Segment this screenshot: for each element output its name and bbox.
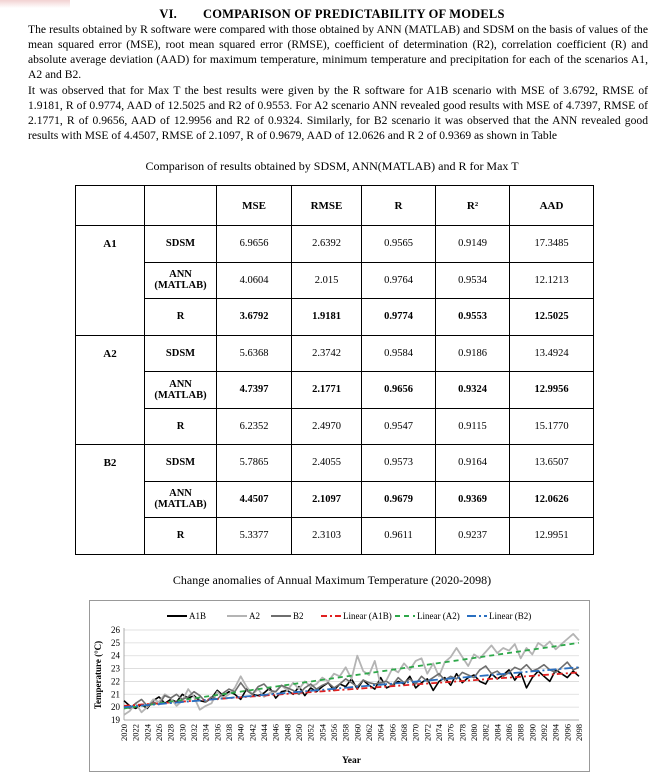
x-tick-label: 2046: [270, 724, 281, 741]
value-cell: 12.0626: [510, 481, 594, 518]
x-tick-label: 2088: [515, 724, 526, 741]
table-row: [76, 226, 594, 263]
model-cell: SDSM: [145, 226, 217, 263]
value-cell: 0.9534: [436, 262, 510, 299]
legend-label: Linear (A1B): [343, 611, 392, 621]
value-cell: 15.1770: [510, 408, 594, 445]
x-tick-label: 2034: [200, 724, 211, 741]
x-tick-label: 2020: [119, 724, 129, 741]
value-cell: 0.9186: [436, 335, 510, 372]
scenario-cell: A1: [76, 226, 145, 336]
value-cell: 3.6792: [217, 299, 292, 336]
table-body: [76, 226, 594, 555]
value-cell: 0.9679: [362, 481, 436, 518]
paragraph-intro: The results obtained by R software were compared with those obtained by ANN (MATLAB) and SDSM on the basis of values of the mean squared error (MSE), root mean squared error (RMSE), coefficient of determination (R2), correlation coefficient (R) and absolute average deviation (AAD) for maximum temperature, minimum temperature and precipitation for each of the scenarios A1, A2 and B2.: [28, 23, 648, 81]
x-tick-label: 2052: [305, 724, 316, 741]
table-caption: Comparison of results obtained by SDSM, ANN(MATLAB) and R for Max T: [145, 159, 519, 173]
model-cell: ANN (MATLAB): [145, 481, 217, 518]
table-row: [76, 372, 594, 409]
value-cell: 4.0604: [217, 262, 292, 299]
x-tick-label: 2032: [189, 724, 199, 741]
header-cell: MSE: [217, 186, 292, 226]
y-tick-label: 20: [111, 702, 120, 713]
x-tick-label: 2092: [539, 724, 549, 741]
x-tick-label: 2082: [480, 724, 491, 741]
value-cell: 5.7865: [217, 445, 292, 482]
value-cell: 0.9656: [362, 372, 436, 409]
trend-line-linear-a2-: [124, 643, 579, 709]
value-cell: 12.9951: [510, 518, 594, 555]
value-cell: 0.9149: [436, 226, 510, 263]
value-cell: 13.6507: [510, 445, 594, 482]
header-cell-blank: [76, 186, 145, 226]
value-cell: 2.3103: [292, 518, 362, 555]
value-cell: 0.9547: [362, 408, 436, 445]
x-tick-label: 2076: [445, 724, 456, 741]
value-cell: 12.1213: [510, 262, 594, 299]
header-cell: AAD: [510, 186, 594, 226]
x-tick-label: 2078: [457, 724, 468, 741]
x-tick-label: 2066: [387, 724, 398, 741]
x-tick-label: 2086: [504, 724, 514, 741]
value-cell: 5.3377: [217, 518, 292, 555]
section-heading: [0, 7, 664, 22]
x-tick-label: 2098: [574, 724, 584, 741]
value-cell: 0.9573: [362, 445, 436, 482]
value-cell: 4.4507: [217, 481, 292, 518]
value-cell: 12.5025: [510, 299, 594, 336]
legend-label: Linear (A2): [417, 611, 460, 621]
value-cell: 0.9164: [436, 445, 510, 482]
table-row: [76, 481, 594, 518]
table-row: [76, 299, 594, 336]
value-cell: 0.9584: [362, 335, 436, 372]
scenario-cell: A2: [76, 335, 145, 445]
header-cell-blank: [145, 186, 217, 226]
value-cell: 12.9956: [510, 372, 594, 409]
y-tick-label: 19: [111, 715, 120, 725]
value-cell: 0.9764: [362, 262, 436, 299]
x-tick-label: 2028: [165, 724, 176, 741]
value-cell: 0.9553: [436, 299, 510, 336]
temperature-anomaly-chart: [89, 600, 590, 772]
x-tick-label: 2040: [235, 724, 246, 741]
x-tick-label: 2080: [469, 724, 479, 741]
x-axis-title: Year: [342, 756, 361, 766]
value-cell: 2.1097: [292, 481, 362, 518]
value-cell: 0.9115: [436, 408, 510, 445]
x-tick-label: 2056: [329, 724, 339, 741]
x-tick-label: 2038: [224, 724, 234, 741]
value-cell: 13.4924: [510, 335, 594, 372]
value-cell: 1.9181: [292, 299, 362, 336]
x-tick-label: 2070: [410, 724, 421, 741]
y-tick-label: 21: [111, 689, 120, 700]
value-cell: 2.6392: [292, 226, 362, 263]
header-cell: RMSE: [292, 186, 362, 226]
table-row: [76, 518, 594, 555]
value-cell: 0.9369: [436, 481, 510, 518]
x-tick-label: 2072: [422, 724, 433, 741]
y-tick-label: 24: [111, 650, 120, 661]
value-cell: 0.9611: [362, 518, 436, 555]
table-header-row: [76, 186, 594, 226]
value-cell: 0.9324: [436, 372, 510, 409]
legend-label: Linear (B2): [489, 611, 532, 621]
table-row: [76, 262, 594, 299]
x-tick-label: 2064: [375, 724, 386, 741]
x-tick-label: 2044: [259, 724, 269, 741]
x-tick-label: 2090: [527, 724, 538, 741]
model-cell: ANN (MATLAB): [145, 372, 217, 409]
scenario-cell: B2: [76, 445, 145, 555]
value-cell: 6.9656: [217, 226, 292, 263]
x-tick-label: 2022: [130, 724, 141, 741]
value-cell: 2.3742: [292, 335, 362, 372]
section-number: VI.: [159, 7, 177, 21]
x-tick-label: 2058: [340, 724, 351, 741]
value-cell: 2.4970: [292, 408, 362, 445]
value-cell: 0.9774: [362, 299, 436, 336]
model-cell: R: [145, 408, 217, 445]
model-cell: R: [145, 518, 217, 555]
legend-label: A1B: [189, 611, 207, 621]
y-tick-label: 23: [111, 663, 120, 674]
section-title: COMPARISON OF PREDICTABILITY OF MODELS: [203, 7, 505, 21]
value-cell: 4.7397: [217, 372, 292, 409]
x-tick-label: 2030: [177, 724, 188, 741]
y-tick-label: 26: [111, 625, 120, 635]
x-tick-label: 2068: [399, 724, 409, 741]
y-tick-label: 22: [111, 676, 120, 687]
y-axis-title: Temperature (°C): [93, 640, 103, 710]
legend-label: B2: [293, 611, 304, 621]
value-cell: 0.9565: [362, 226, 436, 263]
paragraph-results: It was observed that for Max T the best results were given by the R software for A1B scenario with MSE of 3.6792, RMSE of 1.9181, R of 0.9774, AAD of 12.5025 and R2 of 0.9553. For A2 scenario ANN revealed good results with MSE of 4.7397, RMSE of 2.1771, R of 0.9656, AAD of 12.9956 and R2 of 0.9324. Similarly, for B2 scenario it was observed that the ANN revealed good results with MSE of 4.4507, RMSE of 2.1097, R of 0.9679, AAD of 12.0626 and R 2 of 0.9369 as shown in Table: [28, 84, 648, 142]
value-cell: 2.015: [292, 262, 362, 299]
model-cell: ANN (MATLAB): [145, 262, 217, 299]
x-tick-label: 2074: [434, 724, 444, 741]
x-tick-label: 2042: [247, 724, 258, 741]
x-tick-label: 2036: [212, 724, 223, 741]
table-row: [76, 335, 594, 372]
y-tick-label: 25: [111, 637, 120, 648]
chart-title: Change anomalies of Annual Maximum Temperature (2020-2098): [172, 573, 492, 587]
x-tick-label: 2062: [364, 724, 374, 741]
x-tick-label: 2084: [492, 724, 503, 741]
x-tick-label: 2026: [154, 724, 164, 741]
header-cell: R²: [436, 186, 510, 226]
x-tick-label: 2050: [294, 724, 304, 741]
value-cell: 2.1771: [292, 372, 362, 409]
x-tick-label: 2060: [352, 724, 363, 741]
table-row: [76, 445, 594, 482]
legend-label: A2: [249, 611, 260, 621]
x-tick-label: 2096: [562, 724, 573, 741]
model-cell: SDSM: [145, 335, 217, 372]
x-tick-label: 2048: [282, 724, 293, 741]
value-cell: 0.9237: [436, 518, 510, 555]
x-tick-label: 2024: [142, 724, 153, 741]
results-table: [75, 185, 594, 555]
x-tick-label: 2054: [317, 724, 328, 741]
model-cell: SDSM: [145, 445, 217, 482]
header-cell: R: [362, 186, 436, 226]
value-cell: 5.6368: [217, 335, 292, 372]
value-cell: 6.2352: [217, 408, 292, 445]
table-row: [76, 408, 594, 445]
model-cell: R: [145, 299, 217, 336]
value-cell: 17.3485: [510, 226, 594, 263]
x-tick-label: 2094: [550, 724, 561, 741]
value-cell: 2.4055: [292, 445, 362, 482]
